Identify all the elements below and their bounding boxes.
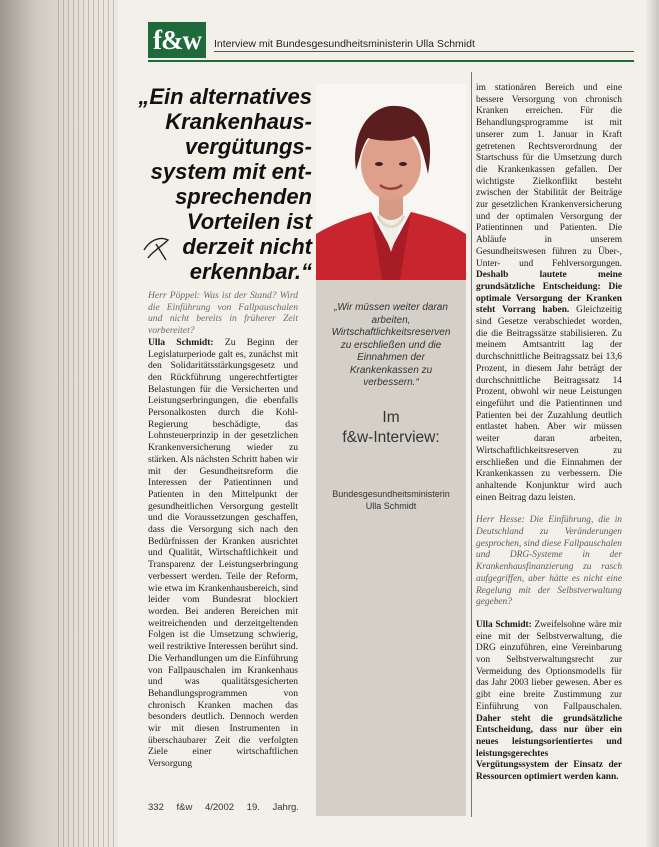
interview-question: Herr Pöppel: Was ist der Stand? Wird die Einführung von Fallpauschalen und nicht bereits in früherer Zeit vorbereitet?: [148, 290, 298, 337]
article-column-1: [148, 290, 298, 770]
page-shadow: [645, 0, 659, 847]
pull-quote: „Ein alternatives Krankenhaus-vergütungs-system mit ent-sprechenden Vorteilen ist derzeit nicht erkennbar.“: [138, 84, 312, 284]
pen-scribble-icon: [138, 226, 178, 266]
page-number: 332: [148, 802, 164, 813]
sidebar-subtitle-line-1: Bundesgesundheitsministerin: [332, 489, 450, 499]
sidebar-box: [316, 280, 466, 816]
sidebar-heading-line-2: f&w-Interview:: [342, 429, 440, 446]
sidebar-heading-line-1: Im: [382, 409, 400, 426]
sidebar-subtitle: [316, 488, 466, 512]
magazine-page: [118, 0, 659, 847]
column3-bold-2: Daher steht die grundsätzliche Entscheidung, dass nur über ein neues leistungsorientiertes und leistungsgerechtes Vergütungssystem der Einsatz der Ressourcen optimiert werden kann.: [476, 713, 622, 783]
sidebar-subtitle-line-2: Ulla Schmidt: [365, 501, 417, 511]
speaker-label-2: Ulla Schmidt:: [476, 619, 532, 630]
column3-text-1: im stationären Bereich und eine bessere Versorgung von chronisch Kranken erreichen. Für die Behandlungsprogramme ist mit unserer zum 1. Januar in Kraft getretenen Rechtsverordnung der Startschuss für die Umsetzung durch die Krankenkassen gefallen. Der wichtigste Zielkonflikt besteht zwischen der Stabilität der Beiträge zur gesetzlichen Krankenversicherung und der optimalen Versorgung der Patientinnen und Patienten. Die Abläufe in unserem Gesundheitswesen führen zu Über-, Unter- und Fehlversorgungen.: [476, 83, 622, 269]
portrait-illustration: [316, 84, 466, 280]
column3-paragraph-1: [476, 83, 622, 504]
sidebar-quote: „Wir müssen weiter daran arbeiten, Wirtschaftlichkeitsreserven zu erschließen und die Einnahmen der Krankenkassen zu verbessern.“: [331, 302, 451, 388]
green-rule: [148, 60, 634, 62]
article-column-3: [476, 83, 622, 795]
header-title: Interview mit Bundesgesundheitsministerin Ulla Schmidt: [214, 38, 475, 50]
page-edges: [58, 0, 118, 847]
issue-info: f&w 4/2002 19. Jahrg.: [176, 802, 299, 813]
speaker-label: Ulla Schmidt:: [148, 336, 214, 348]
header-rule: [214, 51, 634, 52]
column3-text-2: Gleichzeitig sind Gesetze verabschiedet worden, die die Beitragssätze stabilisieren. Zu meinem Amtsantritt lag der durchschnittliche Beitragssatz bei 13,6 Prozent, in diesem Jahr beträgt der durchschnittliche Beitragssatz 14 Prozent, obwohl wir neue Leistungen eingeführt und die Patientinnen und Patienten bei der Zuzahlung deutlich entlastet haben. Aber wir müssen weiter daran arbeiten, Wirtschaftlichkeitsreserven zu erschließen und die Einnahmen der Krankenkassen zu verbessern. Die anhaltende Konjunktur wird auch einen Beitrag dazu leisten.: [476, 305, 622, 503]
column-rule: [471, 72, 472, 817]
column3-paragraph-2: [476, 620, 622, 784]
page-footer: [148, 802, 299, 813]
interview-question-2: Herr Hesse: Die Einführung, die in Deutschland zu Veränderungen gesprochen, sind diese Fallpauschalen und DRG-Systeme in der Krankenhausfinanzierung zu rasch aufgegriffen, aber hätte es nicht eine Regelung mit der Selbstverwaltung gegeben?: [476, 515, 622, 608]
portrait-photo: [316, 84, 466, 280]
sidebar-heading: [316, 408, 466, 448]
answer-text: Zu Beginn der Legislaturperiode galt es, zunächst mit den Solidaritätsstärkungsgesetz und den Rückführung ungerechtfertigter Belastungen für die Versicherten und Leistungserbringungen, die ebenfalls Personalkosten durch die Kohl-Regierung beschädigte, das Lohnsteuerprinzip in der gesetzlichen Krankenversicherung wieder zu stärken. Als nächsten Schritt haben wir mit der Gesundheitsreform die Interessen der Patientinnen und Patienten in den Mittelpunkt der gesundheitlichen Versorgung gestellt und die Voraussetzungen geschaffen, dass die Versorgung sich nach den Bedürfnissen der Kranken ausrichtet und Qualität, Wirtschaftlichkeit und Transparenz der Leistungserbringung verbessert werden. Teile der Reform, wie etwa im Krankenhausbereich, sind leider vom Bundesrat blockiert worden. Bei anderen Bereichen mit weitreichenden und derzeitgeltenden Folgen ist die Umsetzung schwierig, weil restriktive Interessen berührt sind. Die Verhandlungen um die Einführung von Fallpauschalen im Krankenhaus und was qualitätsgesicherten Behandlungsprogrammen von chronisch Kranken machen das besonders deutlich. Dennoch werden wir mit diesen Instrumenten in überschaubarer Zeit die verfolgten Ziele einer wirtschaftlichen Versorgung: [148, 336, 298, 770]
column3-bold-1: Deshalb lautete meine grundsätzliche Entscheidung: Die optimale Versorgung der Kranken steht Vorrang haben.: [476, 270, 622, 316]
column3-text-3: Zweifelsohne wäre mir eine mit der Selbstverwaltung, die DRG einzuführen, eine Vereinbarung von Selbstverwaltungsrecht zur Vermeidung des Optionsmodells für das Jahr 2003 lieber gewesen. Aber es gibt eine breite Zustimmung zur Einführung von Fallpauschalen.: [476, 619, 622, 712]
fw-logo: f&w: [148, 22, 206, 58]
